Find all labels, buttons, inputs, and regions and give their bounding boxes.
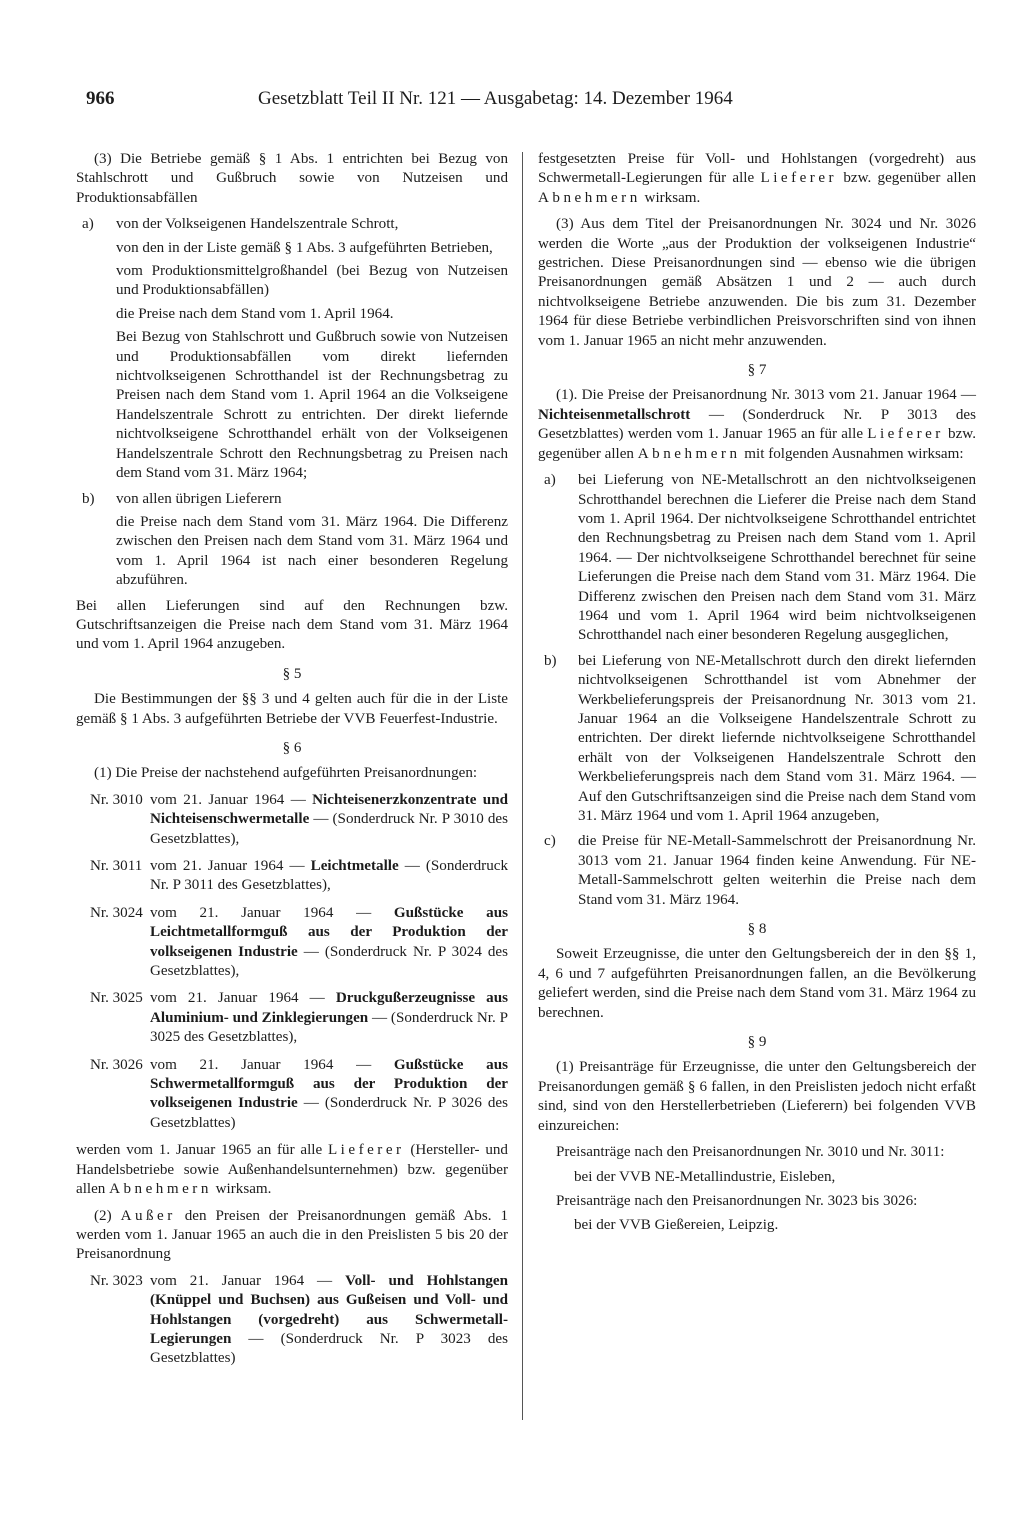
section-7-item-c [538,832,976,910]
ordinance-date: vom 21. Januar 1964 — [150,990,336,1007]
ordinance-item [76,857,508,896]
spaced-abnehmern: Abnehmern [637,445,741,462]
list-label-a: a) [82,216,94,233]
list-label-a: a) [544,472,556,489]
section-7-paragraph-1 [538,386,976,464]
paragraph-2-number: (2) [94,1207,121,1224]
paragraph-continuation [538,150,976,208]
continuation-text-2: bzw. gegenüber allen [837,170,976,187]
ordinance-source: — (Sonderdruck Nr. P 3011 des Gesetzblattes), [150,858,509,894]
spaced-lieferer: Lieferer [760,170,838,187]
section-5-heading: § 5 [282,665,302,682]
section-7-text-1: (1). Die Preise der Preisanordnung Nr. 3013 vom 21. Januar 1964 — [556,387,976,404]
list-a-line-3: vom Produktionsmittelgroßhandel (bei Bezug von Nutzeisen und Produktionsabfällen) [116,263,508,299]
ordinance-title: Leichtmetalle [310,858,399,874]
spaced-abnehmern: Abnehmern [109,1181,212,1198]
ordinance-title: Druckgußerzeugnisse aus Aluminium- und Zinklegierungen [150,990,508,1026]
page-header [86,86,804,112]
ordinance-title: Voll- und Hohlstangen (Knüppel und Buchsen) aus Gußeisen und Voll- und Hohlstangen (vorgedreht) aus Schwermetall-Legierungen [150,1272,508,1347]
section-6-paragraph-1: (1) Die Preise der nachstehend aufgeführten Preisanordnungen: [94,765,478,782]
section-7-text-2: — (Sonderdruck Nr. P 3013 des Gesetzblattes) werden vom 1. Januar 1965 an für alle [538,406,976,443]
list-item-b [76,490,508,591]
ordinance-date: vom 21. Januar 1964 — [150,904,394,921]
ordinance-number: Nr. 3010 [90,791,143,808]
ordinance-title: Nichteisenerzkonzentrate und Nichteisenschwermetalle [150,791,508,828]
list-item-a [76,215,508,483]
section-7-text-4: mit folgenden Ausnahmen wirksam: [740,445,964,462]
section-7-item-a-text: bei Lieferung von NE-Metallschrott an den nichtvolkseigenen Schrotthandel berechnen die Lieferer die Preise nach dem Stand vom 1. April 1964. Der nichtvolkseigene Schrotthandel entrichtet den Rechnungsbetrag zu Preisen nach dem Stand vom 1. April 1964. — Der nichtvolkseigene Schrotthandel berechnet für seine Lieferungen die Preise nach dem Stand vom 31. März 1964. Die Differenz zwischen den Preisen nach dem Stand vom 31. März 1964 und vom 1. April 1964 wird beim nichtvolkseigenen Schrotthandel nach einer besonderen Regelung ausgeglichen, [578,472,976,644]
spaced-lieferer: Lieferer [327,1142,405,1159]
list-b-line-2: die Preise nach dem Stand vom 31. März 1964. Die Differenz zwischen den Preisen nach dem Stand vom 31. März 1964 und vom 1. April 1964 ist nach einer besonderen Regelung abzuführen. [116,513,508,589]
spaced-ausser: Außer [120,1207,176,1224]
section-9-item-1: Preisanträge nach den Preisanordnungen Nr. 3010 und Nr. 3011: [556,1144,945,1161]
ordinance-source: — (Sonderdruck Nr. P 3010 des Gesetzblattes), [150,811,508,847]
ordinance-number: Nr. 3023 [90,1272,143,1289]
section-7-heading: § 7 [747,362,767,379]
section-6-heading: § 6 [282,739,302,756]
spaced-lieferer: Lieferer [867,426,944,443]
ordinance-date: vom 21. Januar 1964 — [150,791,313,808]
section-7-item-c-text: die Preise für NE-Metall-Sammelschrott der Preisanordnung Nr. 3013 vom 21. Januar 1964 finden keine Anwendung. Für NE-Metall-Sammelschrott gelten weiterhin die Preise nach dem Stand vom 31. März 1964. [578,833,976,908]
continuation-text-1: festgesetzten Preise für Voll- und Hohlstangen (vorgedreht) aus Schwermetall-Legierungen für alle [538,151,976,187]
section-9-heading: § 9 [747,1034,767,1051]
list-a-line-4: die Preise nach dem Stand vom 1. April 1964. [116,305,394,322]
section-7-text-3: bzw. gegenüber allen [538,426,976,462]
section-9-item-2: Preisanträge nach den Preisanordnungen Nr. 3023 bis 3026: [556,1192,918,1209]
ordinance-item [76,791,508,849]
list-a-line-2: von den in der Liste gemäß § 1 Abs. 3 aufgeführten Betrieben, [116,239,493,256]
ordinance-number: Nr. 3025 [90,990,143,1007]
running-head: Gesetzblatt Teil II Nr. 121 — Ausgabetag: 14. Dezember 1964 [258,88,733,109]
paragraph-3-right: (3) Aus dem Titel der Preisanordnungen Nr. 3024 und Nr. 3026 werden die Worte „aus der Produktion der volkseigenen Industrie“ gestrichen. Diese Preisanordnungen sind — ebenso wie die übrigen Preisanordnungen gemäß Absätzen 1 und 2 — auch durch nichtvolkseigene Betriebe anzuwenden. Die bis zum 31. Dezember 1964 für diese Betriebe verbindlichen Preisvorschriften sind von ihnen vom 1. Januar 1965 an nicht mehr anzuwenden. [538,216,976,349]
list-a-line-1: von der Volkseigenen Handelszentrale Schrott, [116,216,399,233]
section-7-item-b-text: bei Lieferung von NE-Metallschrott durch den direkt liefernden nichtvolkseigenen Schrotthandel ist vom Abnehmer der Werkbelieferungspreis der Preisanordnung Nr. 3013 vom 21. Januar 1964 an die Volkseigene Handelszentrale Schrott zu entrichten. Der direkt liefernde nichtvolkseigene Schrotthandel erhält von der Volkseigenen Handelszentrale Schrott den Werkbelieferungspreis nach dem Stand vom 31. März 1964. — Auf den Gutschriftsanzeigen sind die Preise nach dem Stand vom 31. März 1964 und vom 1. April 1964 anzugeben, [578,652,976,824]
werden-text-2: (Hersteller- und Handelsbetriebe sowie Außenhandelsunternehmen) bzw. gegenüber allen [76,1142,508,1198]
ordinance-date: vom 21. Januar 1964 — [150,858,311,874]
ordinance-item [76,1056,508,1134]
paragraph-werden [76,1141,508,1199]
ordinance-date: vom 21. Januar 1964 — [150,1272,346,1289]
ordinance-title: Gußstücke aus Leichtmetallformguß aus der Produktion der volkseigenen Industrie [150,904,508,960]
werden-text-1: werden vom 1. Januar 1965 an für alle [76,1142,328,1159]
ordinance-date: vom 21. Januar 1964 — [150,1056,394,1073]
spaced-abnehmern: Abnehmern [538,189,641,206]
ordinance-item [76,989,508,1047]
section-5-text: Die Bestimmungen der §§ 3 und 4 gelten auch für die in der Liste gemäß § 1 Abs. 3 aufgeführten Betriebe der VVB Feuerfest-Industrie. [76,691,508,727]
paragraph-bei-allen: Bei allen Lieferungen sind auf den Rechnungen bzw. Gutschriftsanzeigen die Preise nach dem Stand vom 31. März 1964 und vom 1. April 1964 anzugeben. [76,597,508,653]
page-number: 966 [86,88,115,109]
section-9-item-2-target: bei der VVB Gießereien, Leipzig. [574,1217,779,1234]
right-column [538,150,976,1241]
ordinance-title: Gußstücke aus Schwermetallformguß aus der Produktion der volkseigenen Industrie [150,1056,508,1112]
ordinance-source: — (Sonderdruck Nr. P 3025 des Gesetzblattes), [150,1009,508,1046]
list-a-line-5: Bei Bezug von Stahlschrott und Gußbruch sowie von Nutzeisen und Produktionsabfällen vom direkt liefernden nichtvolkseigenen Schrotthandel ist der Rechnungsbetrag zu Preisen nach dem Stand vom 1. April 1964 an die Volkseigene Handelszentrale Schrott zu entrichten. Der direkt liefernde nichtvolkseigene Schrotthandel erhält von der Volkseigenen Handelszentrale Schrott den Rechnungsbetrag zu Preisen nach dem Stand vom 31. März 1964; [116,329,508,482]
section-9-paragraph-1: (1) Preisanträge für Erzeugnisse, die unter den Geltungsbereich der Preisanordungen gemäß § 6 fallen, in den Preislisten jedoch nicht erfaßt sind, sind von den Herstellerbetrieben (Lieferern) bei folgenden VVB einzureichen: [538,1059,976,1134]
continuation-text-3: wirksam. [640,189,701,206]
list-label-c: c) [544,833,556,850]
ordinance-source: — (Sonderdruck Nr. P 3023 des Gesetzblattes) [150,1330,508,1367]
paragraph-3-intro: (3) Die Betriebe gemäß § 1 Abs. 1 entrichten bei Bezug von Stahlschrott und Gußbruch sowie von Nutzeisen und Produktionsabfällen [76,151,508,206]
list-label-b: b) [82,490,95,507]
ordinance-number: Nr. 3024 [90,904,143,921]
ordinance-source: — (Sonderdruck Nr. P 3026 des Gesetzblattes) [150,1095,508,1131]
section-8-heading: § 8 [747,921,767,938]
section-8-text: Soweit Erzeugnisse, die unter den Geltungsbereich der in den §§ 1, 4, 6 und 7 aufgeführten Preisanordnungen fallen, an die Bevölkerung geliefert werden, sind die Preise nach dem Stand vom 31. März 1964 zu berechnen. [538,946,976,1021]
ordinance-number: Nr. 3011 [90,858,143,874]
list-b-line-1: von allen übrigen Lieferern [116,490,282,507]
section-7-item-a [538,471,976,646]
ordinance-item [76,904,508,982]
column-divider [522,152,523,1420]
ordinance-item-3023 [76,1272,508,1369]
werden-text-3: wirksam. [211,1181,272,1198]
ordinance-source: — (Sonderdruck Nr. P 3024 des Gesetzblattes), [150,943,508,980]
list-label-b: b) [544,652,557,669]
ordinance-number: Nr. 3026 [90,1056,143,1073]
paragraph-2-text: den Preisen der Preisanordnungen gemäß Abs. 1 werden vom 1. Januar 1965 an auch die in den Preislisten 5 bis 20 der Preisanordnung [76,1207,508,1263]
left-column [76,150,508,1377]
section-7-item-b [538,652,976,827]
section-7-title: Nichteisenmetallschrott [538,406,691,423]
section-9-item-1-target: bei der VVB NE-Metallindustrie, Eisleben, [574,1168,836,1185]
paragraph-2 [76,1207,508,1265]
